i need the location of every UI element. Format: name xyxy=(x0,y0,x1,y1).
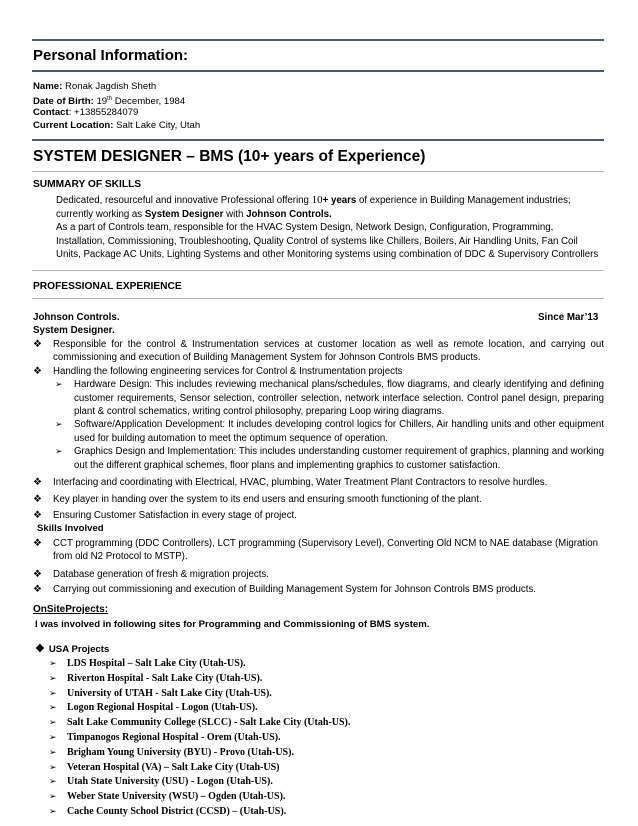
name-label: Name: xyxy=(33,81,63,92)
site-item: ➢ Brigham Young University (BYU) - Provo (Utah-US). xyxy=(49,746,350,761)
summary-body xyxy=(56,194,604,262)
years-text: + years xyxy=(322,195,357,206)
diamond-bullet-icon: ❖ xyxy=(33,584,42,596)
summary-paragraph-1: Dedicated, resourceful and innovative Professional offering 10+ years of experience in Building Management industries; currently working as System Designer with Johnson Controls. xyxy=(56,194,571,220)
experience-heading: PROFESSIONAL EXPERIENCE xyxy=(33,281,182,292)
skills-list xyxy=(33,537,604,597)
summary-rule xyxy=(32,270,604,271)
diamond-bullet-icon: ❖ xyxy=(33,538,42,549)
diamond-bullet-icon: ❖ xyxy=(33,365,42,377)
sub-item-software: ➢ Software/Application Development: It includes developing control logics for Chillers, Air handling units and other equipment used for building automation to meet the optimum sequence of operation. xyxy=(55,419,604,444)
years-number: 10 xyxy=(311,194,323,206)
summary-heading: SUMMARY OF SKILLS xyxy=(33,179,142,190)
arrow-bullet-icon: ➢ xyxy=(49,762,57,773)
site-item: ➢ Riverton Hospital - Salt Lake City (Utah-US). xyxy=(49,672,350,687)
location-label: Current Location: xyxy=(33,120,114,131)
resume-title: SYSTEM DESIGNER – BMS (10+ years of Experience) xyxy=(33,148,426,165)
dob-rest: December, 1984 xyxy=(114,96,186,108)
site-item: ➢ Logon Regional Hospital - Logon (Utah-US). xyxy=(49,701,350,716)
list-item: ❖ CCT programming (DDC Controllers), LCT programming (Supervisory Level), Converting Old NCM to NAE database (Migration from old N2 Protocol to MSTP). xyxy=(33,538,599,563)
diamond-bullet-icon: ❖ xyxy=(33,494,42,506)
job-role: System Designer. xyxy=(33,325,115,336)
list-item: ❖ Key player in handing over the system to its end users and ensuring smooth functioning of the plant. xyxy=(33,494,482,506)
arrow-bullet-icon: ➢ xyxy=(49,747,57,758)
services-sublist xyxy=(33,378,604,472)
list-item: ❖ Responsible for the control & Instrumentation services at customer location as well as remote location, and carrying out commissioning and execution of Building Management System for Johnson Controls BMS products. xyxy=(33,339,604,364)
site-item: ➢ Cache County School District (CCSD) – (Utah-US). xyxy=(49,805,350,820)
site-item: ➢ LDS Hospital – Salt Lake City (Utah-US). xyxy=(49,657,350,672)
diamond-bullet-icon: ❖ xyxy=(33,339,42,350)
skills-heading: Skills Involved xyxy=(37,523,104,534)
arrow-bullet-icon: ➢ xyxy=(49,688,57,699)
location-line xyxy=(33,119,200,132)
employment-since: Since Mar’13 xyxy=(538,312,599,323)
arrow-bullet-icon: ➢ xyxy=(49,792,57,803)
personal-info-heading: Personal Information: xyxy=(33,47,189,64)
company-name: Johnson Controls. xyxy=(33,312,120,323)
arrow-bullet-icon: ➢ xyxy=(55,379,63,390)
summary-paragraph-2: As a part of Controls team, responsible for the HVAC System Design, Network Design, Configuration, Programming, Installation, Commissioning, Troubleshooting, Quality Control of systems like Chillers, Boilers, Air Handling Units, Fan Coil Units, Package AC Units, Lighting Systems and other Monitoring systems using combination of DDC & Supervisory Controllers xyxy=(56,222,599,261)
site-item: ➢ Salt Lake Community College (SLCC) - Salt Lake City (Utah-US). xyxy=(49,716,350,731)
current-role: System Designer xyxy=(144,208,224,220)
dob-suffix: th xyxy=(107,96,113,102)
site-list xyxy=(49,657,350,820)
arrow-bullet-icon: ➢ xyxy=(49,703,57,714)
diamond-bullet-icon: ❖ xyxy=(33,477,42,489)
personal-divider xyxy=(32,70,604,72)
list-item: ❖ Interfacing and coordinating with Electrical, HVAC, plumbing, Water Treatment Plant Contractors to resolve hurdles. xyxy=(33,477,548,489)
current-company: Johnson Controls. xyxy=(246,208,332,220)
diamond-bullet-icon: ❖ xyxy=(35,643,45,655)
site-item: ➢ University of UTAH - Salt Lake City (Utah-US). xyxy=(49,687,350,702)
contact-label: Contact xyxy=(33,107,69,118)
usa-projects-label: ❖ USA Projects xyxy=(35,643,110,655)
arrow-bullet-icon: ➢ xyxy=(49,777,57,788)
arrow-bullet-icon: ➢ xyxy=(49,673,57,684)
arrow-bullet-icon: ➢ xyxy=(55,446,63,457)
title-rule xyxy=(32,171,604,172)
experience-rule xyxy=(32,298,604,299)
contact-line xyxy=(33,106,138,119)
responsibility-list xyxy=(33,338,604,522)
arrow-bullet-icon: ➢ xyxy=(49,732,57,743)
site-item: ➢ Weber State University (WSU) – Ogden (Utah-US). xyxy=(49,790,350,805)
onsite-intro: I was involved in following sites for Programming and Commissioning of BMS system. xyxy=(35,619,430,630)
sub-item-graphics: ➢ Graphics Design and Implementation: This includes understanding customer requirement of graphics, planning and working out the different graphical schemes, floor plans and implementing graphics to customer satisfaction. xyxy=(55,446,604,471)
dob-day: 19 xyxy=(96,96,108,108)
name-value: Ronak Jagdish Sheth xyxy=(65,81,157,92)
diamond-bullet-icon: ❖ xyxy=(33,568,42,580)
location-value: Salt Lake City, Utah xyxy=(116,120,201,131)
list-item: ❖ Ensuring Customer Satisfaction in every stage of project. xyxy=(33,509,297,521)
name-line xyxy=(33,80,156,93)
arrow-bullet-icon: ➢ xyxy=(49,806,57,817)
site-item: ➢ Veteran Hospital (VA) – Salt Lake City (Utah-US) xyxy=(49,761,350,776)
arrow-bullet-icon: ➢ xyxy=(55,419,63,430)
title-divider xyxy=(32,139,604,141)
contact-value: : +13855284079 xyxy=(68,107,139,118)
diamond-bullet-icon: ❖ xyxy=(33,509,42,521)
dob-label: Date of Birth: xyxy=(33,96,94,108)
top-divider xyxy=(32,39,604,41)
onsite-projects-heading: OnSiteProjects: xyxy=(33,604,109,615)
list-item: ❖ Handling the following engineering services for Control & Instrumentation projects xyxy=(33,365,403,377)
list-item: ❖ Carrying out commissioning and execution of Building Management System for Johnson Controls BMS products. xyxy=(33,584,536,596)
arrow-bullet-icon: ➢ xyxy=(49,659,57,669)
sub-item-hardware: ➢ Hardware Design: This includes reviewing mechanical plans/schedules, flow diagrams, and clearly identifying and defining customer requirements, Sensor selection, controller selection, network interface selection. Control panel design, preparing plant & control schematics, writing control philosophy, preparing Loop wiring diagrams. xyxy=(55,379,604,418)
site-item: ➢ Utah State University (USU) - Logon (Utah-US). xyxy=(49,775,350,790)
arrow-bullet-icon: ➢ xyxy=(49,718,57,729)
list-item: ❖ Database generation of fresh & migration projects. xyxy=(33,568,269,580)
site-item: ➢ Timpanogos Regional Hospital - Orem (Utah-US). xyxy=(49,731,350,746)
